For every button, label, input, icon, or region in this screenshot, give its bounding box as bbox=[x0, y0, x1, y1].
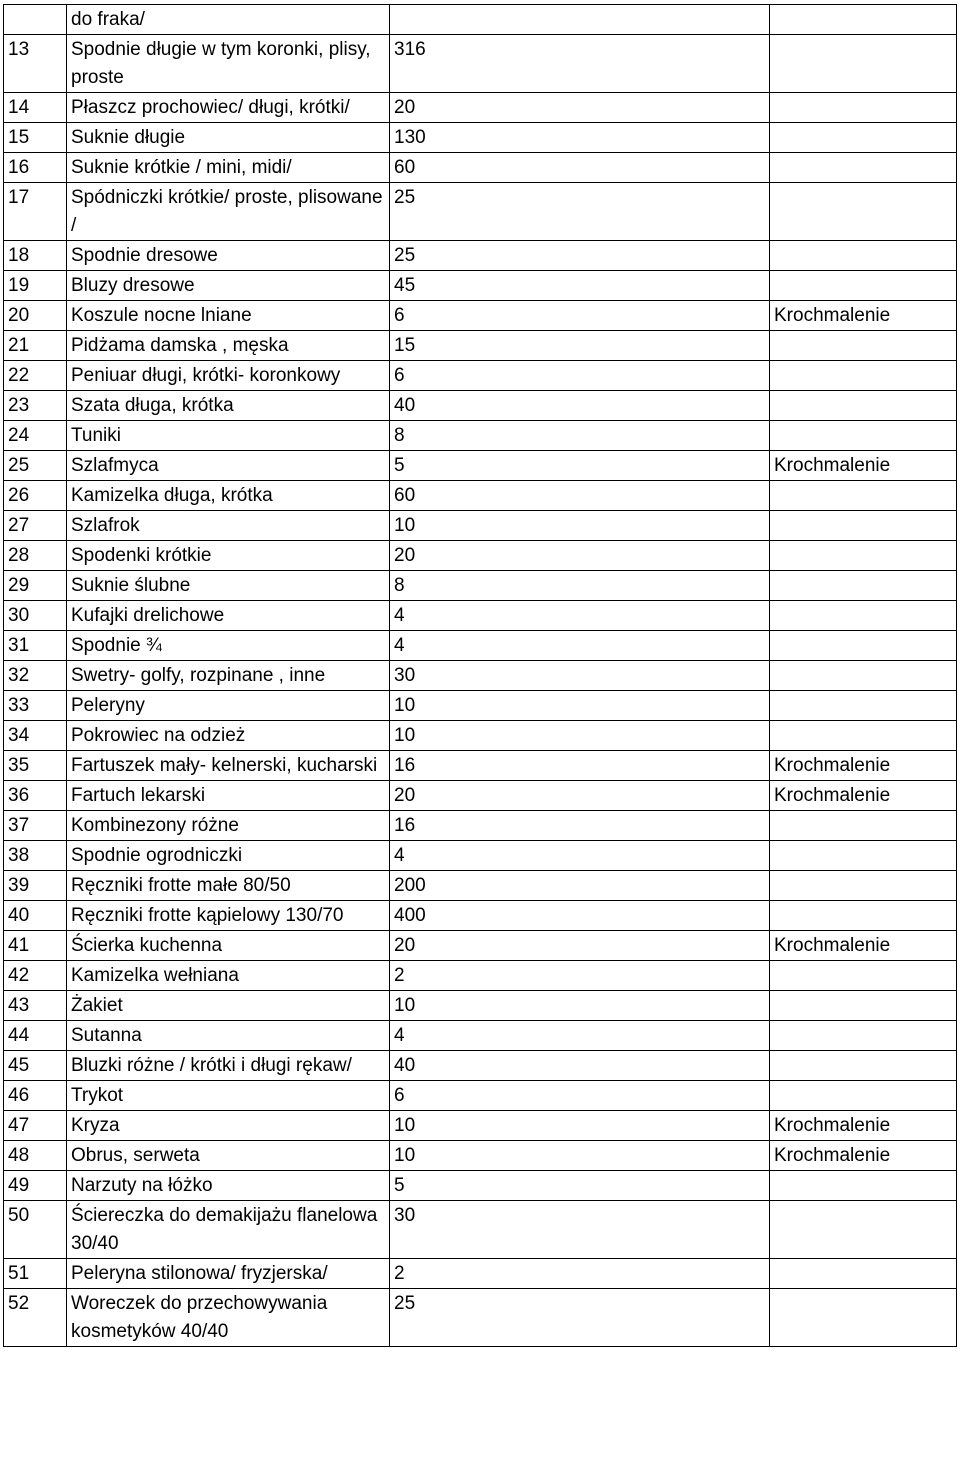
item-note bbox=[770, 511, 957, 541]
item-note bbox=[770, 721, 957, 751]
table-row bbox=[4, 1171, 957, 1201]
item-quantity: 20 bbox=[390, 931, 770, 961]
item-note: Krochmalenie bbox=[770, 1141, 957, 1171]
document-page bbox=[3, 4, 956, 1347]
table-row bbox=[4, 751, 957, 781]
item-note: Krochmalenie bbox=[770, 1111, 957, 1141]
item-name: Trykot bbox=[67, 1081, 390, 1111]
item-note bbox=[770, 183, 957, 241]
item-note bbox=[770, 1259, 957, 1289]
item-name: Szlafrok bbox=[67, 511, 390, 541]
item-name: Fartuch lekarski bbox=[67, 781, 390, 811]
row-number: 51 bbox=[4, 1259, 67, 1289]
row-number: 29 bbox=[4, 571, 67, 601]
item-note bbox=[770, 123, 957, 153]
table-row bbox=[4, 901, 957, 931]
item-note: Krochmalenie bbox=[770, 301, 957, 331]
item-note bbox=[770, 153, 957, 183]
item-quantity: 4 bbox=[390, 601, 770, 631]
item-name: Swetry- golfy, rozpinane , inne bbox=[67, 661, 390, 691]
item-note bbox=[770, 1171, 957, 1201]
table-row bbox=[4, 331, 957, 361]
table-row bbox=[4, 931, 957, 961]
item-note bbox=[770, 1289, 957, 1347]
item-name: Pokrowiec na odzież bbox=[67, 721, 390, 751]
table-row bbox=[4, 691, 957, 721]
row-number: 37 bbox=[4, 811, 67, 841]
row-number: 23 bbox=[4, 391, 67, 421]
item-quantity: 10 bbox=[390, 1141, 770, 1171]
item-name: Woreczek do przechowywania kosmetyków 40/40 bbox=[67, 1289, 390, 1347]
item-quantity: 60 bbox=[390, 481, 770, 511]
item-note bbox=[770, 5, 957, 35]
row-number: 30 bbox=[4, 601, 67, 631]
row-number: 31 bbox=[4, 631, 67, 661]
row-number: 33 bbox=[4, 691, 67, 721]
item-note bbox=[770, 1051, 957, 1081]
row-number: 19 bbox=[4, 271, 67, 301]
table-row bbox=[4, 541, 957, 571]
item-name: Spodenki krótkie bbox=[67, 541, 390, 571]
item-note bbox=[770, 691, 957, 721]
row-number: 36 bbox=[4, 781, 67, 811]
item-quantity: 16 bbox=[390, 811, 770, 841]
item-name: Spódniczki krótkie/ proste, plisowane / bbox=[67, 183, 390, 241]
row-number: 15 bbox=[4, 123, 67, 153]
item-quantity: 30 bbox=[390, 1201, 770, 1259]
item-note bbox=[770, 991, 957, 1021]
item-name: Kryza bbox=[67, 1111, 390, 1141]
table-row bbox=[4, 1111, 957, 1141]
table-row bbox=[4, 241, 957, 271]
table-row bbox=[4, 961, 957, 991]
item-note bbox=[770, 811, 957, 841]
items-table-body bbox=[4, 5, 957, 1347]
row-number: 49 bbox=[4, 1171, 67, 1201]
item-note bbox=[770, 541, 957, 571]
item-name: Pidżama damska , męska bbox=[67, 331, 390, 361]
item-quantity: 4 bbox=[390, 841, 770, 871]
item-note bbox=[770, 571, 957, 601]
item-note: Krochmalenie bbox=[770, 931, 957, 961]
row-number: 13 bbox=[4, 35, 67, 93]
item-quantity: 6 bbox=[390, 1081, 770, 1111]
table-row bbox=[4, 991, 957, 1021]
table-row bbox=[4, 1259, 957, 1289]
row-number: 20 bbox=[4, 301, 67, 331]
row-number: 35 bbox=[4, 751, 67, 781]
row-number: 16 bbox=[4, 153, 67, 183]
item-name: Szlafmyca bbox=[67, 451, 390, 481]
table-row bbox=[4, 153, 957, 183]
row-number: 45 bbox=[4, 1051, 67, 1081]
item-quantity bbox=[390, 5, 770, 35]
item-name: Bluzki różne / krótki i długi rękaw/ bbox=[67, 1051, 390, 1081]
table-row bbox=[4, 421, 957, 451]
item-name: Szata długa, krótka bbox=[67, 391, 390, 421]
item-name: Suknie ślubne bbox=[67, 571, 390, 601]
row-number: 18 bbox=[4, 241, 67, 271]
item-note bbox=[770, 241, 957, 271]
table-row bbox=[4, 781, 957, 811]
item-name: do fraka/ bbox=[67, 5, 390, 35]
table-row bbox=[4, 271, 957, 301]
row-number: 27 bbox=[4, 511, 67, 541]
item-name: Peleryna stilonowa/ fryzjerska/ bbox=[67, 1259, 390, 1289]
row-number: 14 bbox=[4, 93, 67, 123]
item-quantity: 10 bbox=[390, 511, 770, 541]
item-quantity: 10 bbox=[390, 691, 770, 721]
row-number: 32 bbox=[4, 661, 67, 691]
item-name: Peleryny bbox=[67, 691, 390, 721]
item-note bbox=[770, 93, 957, 123]
item-name: Tuniki bbox=[67, 421, 390, 451]
table-row bbox=[4, 361, 957, 391]
row-number: 38 bbox=[4, 841, 67, 871]
row-number: 46 bbox=[4, 1081, 67, 1111]
row-number: 50 bbox=[4, 1201, 67, 1259]
row-number: 42 bbox=[4, 961, 67, 991]
table-row bbox=[4, 183, 957, 241]
item-name: Spodnie ¾ bbox=[67, 631, 390, 661]
table-row bbox=[4, 1289, 957, 1347]
item-name: Suknie długie bbox=[67, 123, 390, 153]
table-row bbox=[4, 661, 957, 691]
item-name: Obrus, serweta bbox=[67, 1141, 390, 1171]
table-row bbox=[4, 93, 957, 123]
table-row bbox=[4, 1201, 957, 1259]
item-note bbox=[770, 1081, 957, 1111]
row-number bbox=[4, 5, 67, 35]
item-note: Krochmalenie bbox=[770, 781, 957, 811]
row-number: 39 bbox=[4, 871, 67, 901]
item-quantity: 130 bbox=[390, 123, 770, 153]
item-quantity: 20 bbox=[390, 781, 770, 811]
item-quantity: 10 bbox=[390, 721, 770, 751]
row-number: 25 bbox=[4, 451, 67, 481]
item-note bbox=[770, 631, 957, 661]
item-quantity: 200 bbox=[390, 871, 770, 901]
table-row bbox=[4, 1141, 957, 1171]
item-quantity: 8 bbox=[390, 421, 770, 451]
item-quantity: 400 bbox=[390, 901, 770, 931]
item-note: Krochmalenie bbox=[770, 451, 957, 481]
item-quantity: 20 bbox=[390, 541, 770, 571]
item-quantity: 45 bbox=[390, 271, 770, 301]
table-row bbox=[4, 301, 957, 331]
table-row bbox=[4, 841, 957, 871]
table-row bbox=[4, 481, 957, 511]
item-quantity: 15 bbox=[390, 331, 770, 361]
item-note bbox=[770, 661, 957, 691]
table-row bbox=[4, 811, 957, 841]
item-note bbox=[770, 901, 957, 931]
item-name: Bluzy dresowe bbox=[67, 271, 390, 301]
row-number: 41 bbox=[4, 931, 67, 961]
item-note bbox=[770, 601, 957, 631]
table-row bbox=[4, 871, 957, 901]
table-row bbox=[4, 571, 957, 601]
row-number: 22 bbox=[4, 361, 67, 391]
table-row bbox=[4, 1021, 957, 1051]
row-number: 44 bbox=[4, 1021, 67, 1051]
item-quantity: 5 bbox=[390, 1171, 770, 1201]
item-name: Spodnie długie w tym koronki, plisy, proste bbox=[67, 35, 390, 93]
item-quantity: 25 bbox=[390, 1289, 770, 1347]
item-note bbox=[770, 1021, 957, 1051]
item-name: Spodnie ogrodniczki bbox=[67, 841, 390, 871]
item-name: Kombinezony różne bbox=[67, 811, 390, 841]
item-quantity: 20 bbox=[390, 93, 770, 123]
item-name: Narzuty na łóżko bbox=[67, 1171, 390, 1201]
item-quantity: 30 bbox=[390, 661, 770, 691]
item-name: Ścierka kuchenna bbox=[67, 931, 390, 961]
item-quantity: 40 bbox=[390, 391, 770, 421]
item-name: Suknie krótkie / mini, midi/ bbox=[67, 153, 390, 183]
table-row bbox=[4, 391, 957, 421]
row-number: 21 bbox=[4, 331, 67, 361]
row-number: 47 bbox=[4, 1111, 67, 1141]
item-note bbox=[770, 481, 957, 511]
item-name: Kamizelka długa, krótka bbox=[67, 481, 390, 511]
item-name: Żakiet bbox=[67, 991, 390, 1021]
item-quantity: 8 bbox=[390, 571, 770, 601]
table-row bbox=[4, 451, 957, 481]
row-number: 24 bbox=[4, 421, 67, 451]
table-row bbox=[4, 1081, 957, 1111]
row-number: 52 bbox=[4, 1289, 67, 1347]
table-row bbox=[4, 5, 957, 35]
item-quantity: 40 bbox=[390, 1051, 770, 1081]
items-table bbox=[3, 4, 957, 1347]
row-number: 48 bbox=[4, 1141, 67, 1171]
item-note bbox=[770, 961, 957, 991]
item-quantity: 10 bbox=[390, 1111, 770, 1141]
item-quantity: 6 bbox=[390, 301, 770, 331]
item-note bbox=[770, 361, 957, 391]
item-note: Krochmalenie bbox=[770, 751, 957, 781]
item-name: Ręczniki frotte kąpielowy 130/70 bbox=[67, 901, 390, 931]
row-number: 43 bbox=[4, 991, 67, 1021]
item-name: Kufajki drelichowe bbox=[67, 601, 390, 631]
row-number: 34 bbox=[4, 721, 67, 751]
item-name: Ręczniki frotte małe 80/50 bbox=[67, 871, 390, 901]
table-row bbox=[4, 123, 957, 153]
item-note bbox=[770, 1201, 957, 1259]
item-quantity: 2 bbox=[390, 1259, 770, 1289]
item-name: Fartuszek mały- kelnerski, kucharski bbox=[67, 751, 390, 781]
item-quantity: 5 bbox=[390, 451, 770, 481]
item-note bbox=[770, 331, 957, 361]
item-quantity: 4 bbox=[390, 631, 770, 661]
row-number: 17 bbox=[4, 183, 67, 241]
table-row bbox=[4, 721, 957, 751]
item-note bbox=[770, 271, 957, 301]
table-row bbox=[4, 35, 957, 93]
item-note bbox=[770, 35, 957, 93]
table-row bbox=[4, 601, 957, 631]
item-name: Koszule nocne lniane bbox=[67, 301, 390, 331]
table-row bbox=[4, 1051, 957, 1081]
item-quantity: 60 bbox=[390, 153, 770, 183]
item-quantity: 2 bbox=[390, 961, 770, 991]
item-name: Sutanna bbox=[67, 1021, 390, 1051]
item-quantity: 316 bbox=[390, 35, 770, 93]
item-quantity: 6 bbox=[390, 361, 770, 391]
row-number: 40 bbox=[4, 901, 67, 931]
item-note bbox=[770, 871, 957, 901]
row-number: 26 bbox=[4, 481, 67, 511]
item-note bbox=[770, 391, 957, 421]
item-note bbox=[770, 421, 957, 451]
item-quantity: 16 bbox=[390, 751, 770, 781]
item-name: Płaszcz prochowiec/ długi, krótki/ bbox=[67, 93, 390, 123]
item-quantity: 25 bbox=[390, 183, 770, 241]
item-quantity: 4 bbox=[390, 1021, 770, 1051]
table-row bbox=[4, 631, 957, 661]
item-note bbox=[770, 841, 957, 871]
item-quantity: 10 bbox=[390, 991, 770, 1021]
item-quantity: 25 bbox=[390, 241, 770, 271]
item-name: Peniuar długi, krótki- koronkowy bbox=[67, 361, 390, 391]
table-row bbox=[4, 511, 957, 541]
item-name: Kamizelka wełniana bbox=[67, 961, 390, 991]
item-name: Ściereczka do demakijażu flanelowa 30/40 bbox=[67, 1201, 390, 1259]
item-name: Spodnie dresowe bbox=[67, 241, 390, 271]
row-number: 28 bbox=[4, 541, 67, 571]
